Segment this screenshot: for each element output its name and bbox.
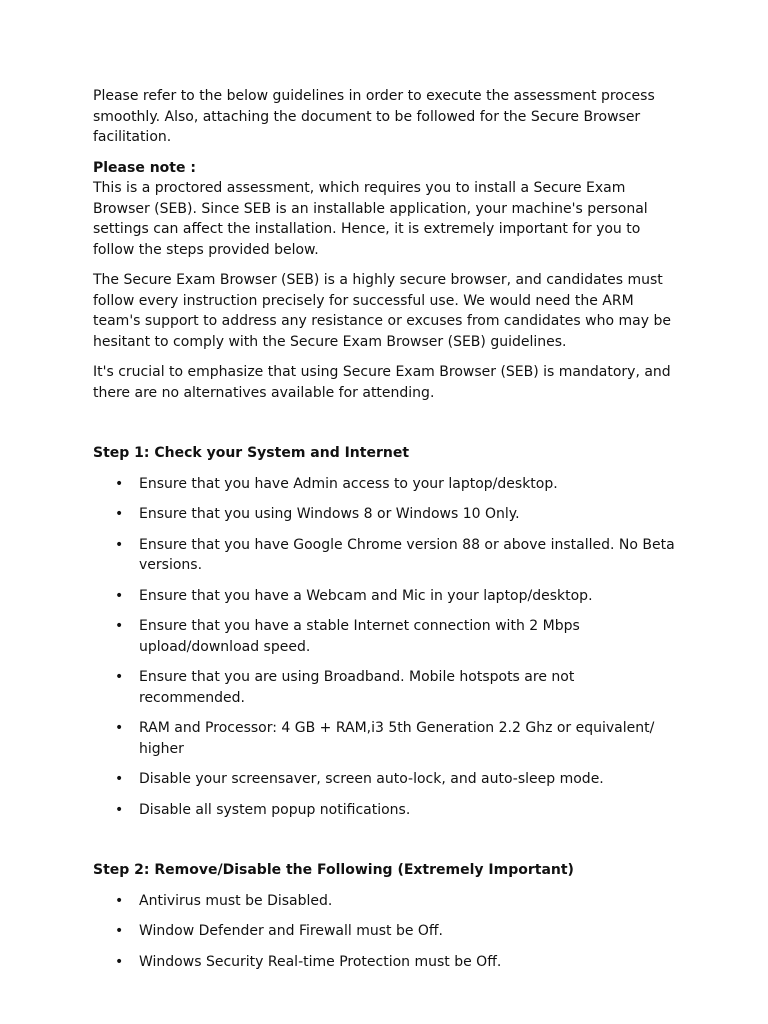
list-item: • Ensure that you have a stable Internet connection with 2 Mbps upload/download speed. — [93, 616, 678, 657]
list-item: • Ensure that you have Google Chrome version 88 or above installed. No Beta versions. — [93, 535, 678, 576]
note-text: This is a proctored assessment, which requires you to install a Secure Exam Browser (SEB). Since SEB is an installable application, your machine's personal settings can affect the installation. Hence, it is extremely important for you to follow the steps provided below. — [93, 180, 648, 258]
seb-paragraph: The Secure Exam Browser (SEB) is a highly secure browser, and candidates must follow every instruction precisely for successful use. We would need the ARM team's support to address any resistance or excuses from candidates who may be hesitant to comply with the Secure Exam Browser (SEB) guidelines. — [93, 272, 671, 350]
section-spacer — [93, 413, 678, 443]
note-label: Please note : — [93, 159, 196, 176]
note-paragraph — [93, 158, 678, 261]
list-item: • Windows Security Real-time Protection must be Off. — [93, 952, 678, 973]
step1-heading: Step 1: Check your System and Internet — [93, 445, 410, 461]
step2-list — [93, 891, 678, 973]
list-item: • Ensure that you have Admin access to your laptop/desktop. — [93, 474, 678, 495]
mandatory-paragraph: It's crucial to emphasize that using Secure Exam Browser (SEB) is mandatory, and there are no alternatives available for attending. — [93, 364, 671, 401]
list-item: • Disable all system popup notifications. — [93, 800, 678, 821]
list-item: • Ensure that you are using Broadband. Mobile hotspots are not recommended. — [93, 667, 678, 708]
section-spacer — [93, 830, 678, 860]
list-item: • Ensure that you using Windows 8 or Windows 10 Only. — [93, 504, 678, 525]
step1-list — [93, 474, 678, 821]
intro-paragraph: Please refer to the below guidelines in order to execute the assessment process smoothly. Also, attaching the document to be followed for the Secure Browser facilitation. — [93, 88, 655, 145]
list-item: • Ensure that you have a Webcam and Mic in your laptop/desktop. — [93, 586, 678, 607]
step2-heading: Step 2: Remove/Disable the Following (Extremely Important) — [93, 862, 574, 878]
list-item: • Disable your screensaver, screen auto-lock, and auto-sleep mode. — [93, 769, 678, 790]
list-item: • RAM and Processor: 4 GB + RAM,i3 5th Generation 2.2 Ghz or equivalent/ higher — [93, 718, 678, 759]
list-item: • Antivirus must be Disabled. — [93, 891, 678, 912]
list-item: • Window Defender and Firewall must be Off. — [93, 921, 678, 942]
